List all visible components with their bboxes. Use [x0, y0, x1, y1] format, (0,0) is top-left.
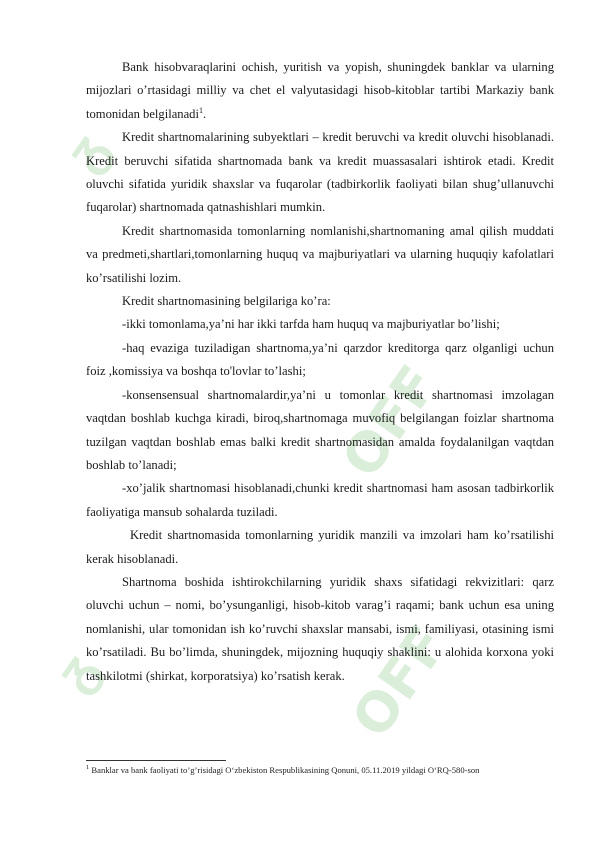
paragraph-address-signatures: Kredit shartnomasida tomonlarning yuridik manzili va imzolari ham ko’rsatilishi kerak hisoblanadi. [86, 528, 554, 566]
footnote-number: 1 [86, 764, 90, 772]
watermark-text: OFF [339, 614, 460, 749]
paragraph-text: Bank hisobvaraqlarini ochish, yuritish va yopish, shuningdek banklar va ularning mijozlari o’rtasidagi milliy va chet el valyutasidagi hisob-kitoblar tartibi Markaziy bank tomonidan belgilanadi [86, 60, 554, 121]
paragraph-subjects: Kredit shartnomalarining subyektlari – kredit beruvchi va kredit oluvchi hisoblanadi. Kredit beruvchi sifatida shartnomada bank va kredit muassasalari ishtirok etadi. Kredit oluvchi sifatida yuridik shaxslar va fuqarolar (tadbirkorlik faoliyati bilan shug’ullanuvchi fuqarolar) shartnomada qatnashishlari mumkin. [86, 130, 554, 215]
watermark-logo: ᵹ [51, 119, 122, 184]
footnote-text: Banklar va bank faoliyati to’g’risidagi O‘zbekiston Respublikasining Qonuni, 05.11.2019 yildagi O‘RQ-580-son [89, 765, 480, 775]
paragraph-tail: . [202, 106, 207, 121]
paragraph-bank-accounts [86, 56, 554, 126]
footnote [86, 765, 556, 776]
footnote-divider [86, 760, 226, 761]
footnote-ref[interactable]: 1 [198, 105, 203, 115]
paragraph-requisites: Shartnoma boshida ishtirokchilarning yuridik shaxs sifatidagi rekvizitlari: qarz oluvchi uchun – nomi, bo’ysunganligi, hisob-kitob varag’i raqami; bank uchun esa uning nomlanishi, ular tomonidan ish ko’ruvchi shaxslar mansabi, ismi, familiyasi, otasining ismi ko’rsatiladi. Bu bo’limda, shuningdek, mijozning huquqiy shaklini: u alohida korxona yoki tashkilotmi (shirkat, korporatsiya) ko’rsatish kerak. [86, 574, 554, 683]
watermark-text: OFF [329, 354, 450, 489]
list-item-paid: -haq evaziga tuziladigan shartnoma,ya’ni qarzdor kreditorga qarz olganligi uchun foiz ,komissiya va boshqa to'lovlar to’lashi; [86, 340, 554, 379]
list-item-consensual: -konsensensual shartnomalardir,ya’ni u tomonlar kredit shartnomasi imzolagan vaqtdan boshlab kuchga kiradi, biroq,shartnomaga muvofiq belgilangan foizlar shartnoma tuzilgan vaqtdan boshlab emas balki kredit shartnomasidan amalda foydalanilgan vaqtdan boshlab to’lanadi; [86, 387, 554, 472]
paragraph-contents: Kredit shartnomasida tomonlarning nomlanishi,shartnomaning amal qilish muddati va predmeti,shartlari,tomonlarning huquq va majburiyatlari va ularning huquqiy kafolatlari ko’rsatilishi lozim. [86, 223, 554, 285]
paragraph-features-intro: Kredit shartnomasining belgilariga ko’ra: [122, 294, 331, 309]
watermark-logo: ᵹ [41, 639, 112, 704]
document-body [86, 56, 554, 688]
list-item-economic: -xo’jalik shartnomasi hisoblanadi,chunki kredit shartnomasi ham asosan tadbirkorlik faoliyatiga mansub sohalarda tuziladi. [86, 481, 554, 519]
list-item-bilateral: -ikki tomonlama,ya’ni har ikki tarfda ham huquq va majburiyatlar bo’lishi; [122, 317, 500, 332]
